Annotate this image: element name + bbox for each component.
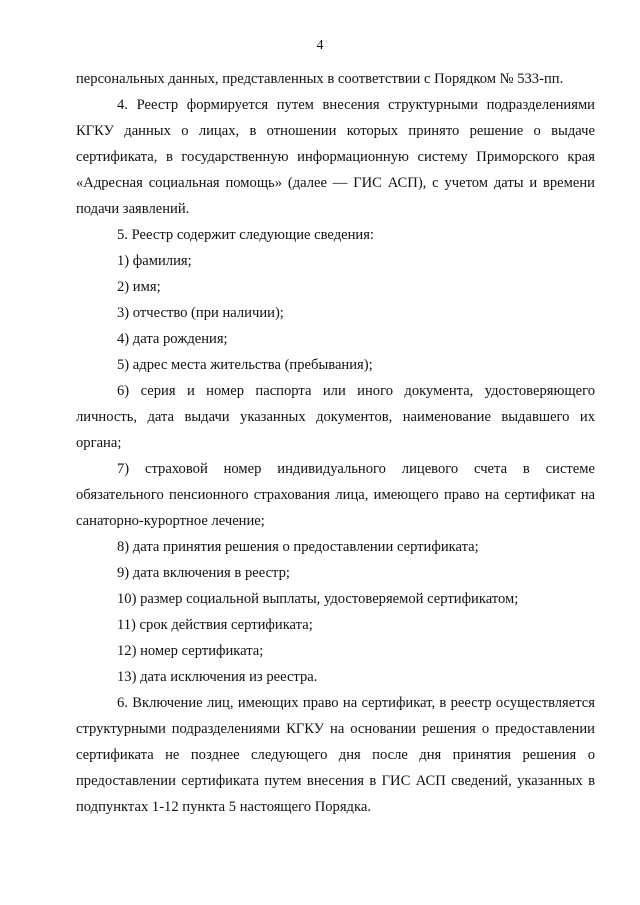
subitem-10: 10) размер социальной выплаты, удостоверяемой сертификатом;: [117, 591, 519, 607]
document-body: [76, 66, 595, 820]
paragraph-item-5: 5. Реестр содержит следующие сведения:: [117, 227, 374, 243]
subitem-12: 12) номер сертификата;: [117, 643, 264, 659]
paragraph-item-4: 4. Реестр формируется путем внесения структурными подразделениями КГКУ данных о лицах, в отношении которых принято решение о выдаче сертификата, в государственную информационную систему Приморского края «Адресная социальная помощь» (далее — ГИС АСП), с учетом даты и времени подачи заявлений.: [76, 97, 595, 217]
paragraph-item-6: 6. Включение лиц, имеющих право на сертификат, в реестр осуществляется структурными подразделениями КГКУ на основании решения о предоставлении сертификата не позднее следующего дня после дня принятия решения о предоставлении сертификата путем внесения в ГИС АСП сведений, указанных в подпунктах 1-12 пункта 5 настоящего Порядка.: [76, 695, 595, 815]
subitem-13: 13) дата исключения из реестра.: [117, 669, 318, 685]
subitem-4: 4) дата рождения;: [117, 331, 228, 347]
paragraph-continuation: персональных данных, представленных в соответствии с Порядком № 533-пп.: [76, 71, 564, 87]
subitem-11: 11) срок действия сертификата;: [117, 617, 313, 633]
subitem-6: 6) серия и номер паспорта или иного документа, удостоверяющего личность, дата выдачи указанных документов, наименование выдавшего их органа;: [76, 383, 595, 451]
page-number: 4: [316, 38, 324, 53]
subitem-9: 9) дата включения в реестр;: [117, 565, 290, 581]
subitem-8: 8) дата принятия решения о предоставлении сертификата;: [117, 539, 479, 555]
subitem-1: 1) фамилия;: [117, 253, 192, 269]
subitem-2: 2) имя;: [117, 279, 161, 295]
subitem-7: 7) страховой номер индивидуального лицевого счета в системе обязательного пенсионного страхования лица, имеющего право на сертификат на санаторно-курортное лечение;: [76, 461, 595, 529]
subitem-5: 5) адрес места жительства (пребывания);: [117, 357, 373, 373]
subitem-3: 3) отчество (при наличии);: [117, 305, 284, 321]
